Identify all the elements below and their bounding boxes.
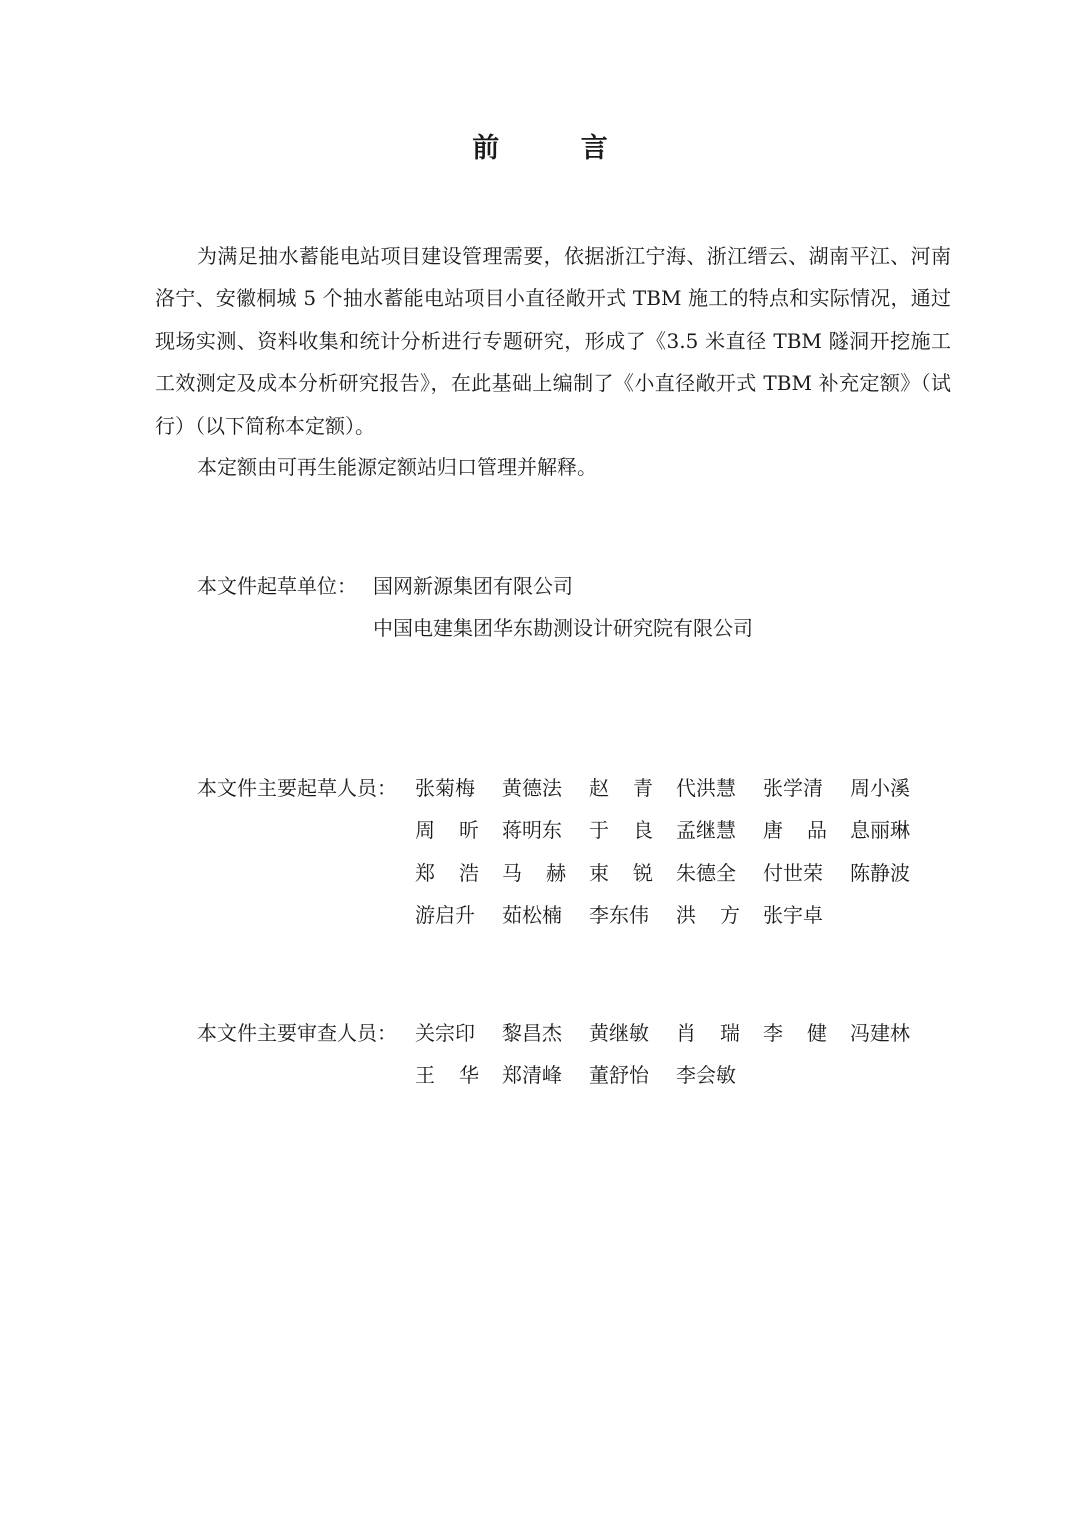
- person-name: 息丽琳: [850, 818, 910, 843]
- person-name: 孟继慧: [676, 818, 736, 843]
- person-name: 张菊梅: [415, 776, 475, 800]
- person-name: 黎昌杰: [502, 1021, 562, 1045]
- person-name: 周小溪: [850, 776, 910, 800]
- reviewers-label: 本文件主要审查人员：: [197, 1021, 397, 1045]
- person-name: 张宇卓: [763, 903, 823, 928]
- paragraph-intro: 为满足抽水蓄能电站项目建设管理需要，依据浙江宁海、浙江缙云、湖南平江、河南洛宁、安徽桐城 5 个抽水蓄能电站项目小直径敞开式 TBM 施工的特点和实际情况，通过现场实测、资料收集和统计分析进行专题研究，形成了《3.5 米直径 TBM 隧洞开挖施工工效测定及成本分析研究报告》，在此基础上编制了《小直径敞开式 TBM 补充定额》（试行）（以下简称本定额）。: [155, 244, 951, 438]
- person-name: 董舒怡: [589, 1063, 649, 1088]
- person-name: 付世荣: [763, 860, 823, 885]
- drafting-unit: 中国电建集团华东勘测设计研究院有限公司: [373, 616, 753, 640]
- paragraph-management: 本定额由可再生能源定额站归口管理并解释。: [197, 455, 597, 479]
- person-name: 李 健: [763, 1021, 827, 1045]
- person-name: 郑 浩: [415, 860, 479, 885]
- person-name: 张学清: [763, 776, 823, 800]
- person-name: 肖 瑞: [676, 1021, 740, 1045]
- person-name: 李会敏: [676, 1063, 736, 1088]
- person-name: 洪 方: [676, 903, 740, 928]
- person-name: 王 华: [415, 1063, 479, 1088]
- person-name: 蒋明东: [502, 818, 562, 843]
- person-name: 郑清峰: [502, 1063, 562, 1088]
- person-name: 游启升: [415, 903, 475, 928]
- drafting-units-label: 本文件起草单位：: [197, 574, 357, 598]
- person-name: 唐 品: [763, 818, 827, 843]
- person-name: 代洪慧: [676, 776, 736, 800]
- person-name: 朱德全: [676, 860, 736, 885]
- person-name: 束 锐: [589, 860, 653, 885]
- person-name: 陈静波: [850, 860, 910, 885]
- person-name: 马 赫: [502, 860, 566, 885]
- person-name: 于 良: [589, 818, 653, 843]
- page-title: 前 言: [472, 133, 644, 164]
- drafting-unit: 国网新源集团有限公司: [373, 574, 573, 598]
- person-name: 李东伟: [589, 903, 649, 928]
- person-name: 关宗印: [415, 1021, 475, 1045]
- person-name: 黄继敏: [589, 1021, 649, 1045]
- drafters-label: 本文件主要起草人员：: [197, 776, 397, 800]
- person-name: 冯建林: [850, 1021, 910, 1045]
- person-name: 赵 青: [589, 776, 653, 800]
- person-name: 周 昕: [415, 818, 479, 843]
- person-name: 茹松楠: [502, 903, 562, 928]
- person-name: 黄德法: [502, 776, 562, 800]
